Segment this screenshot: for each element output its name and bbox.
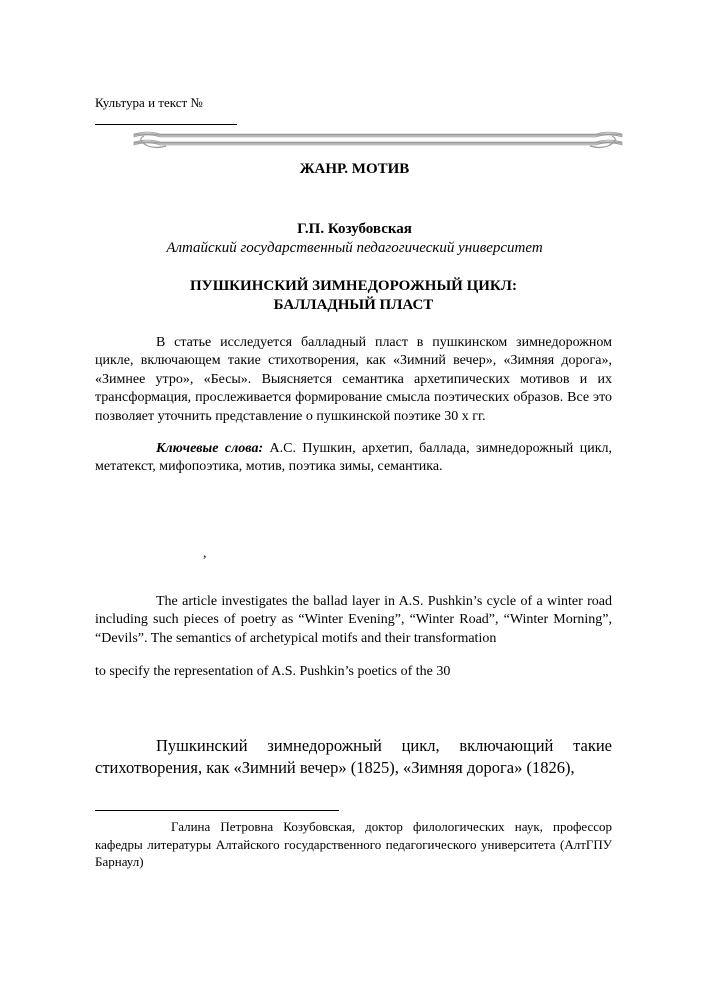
footnote (95, 818, 612, 871)
abstract-english-text: The article investigates the ballad layer in A.S. Pushkin’s cycle of a winter road including such pieces of poetry as “Winter Evening”, “Winter Road”, “Winter Morning”, “Devils”. The semantics of archetypical motifs and their transformation (95, 594, 612, 646)
footnote-text: Галина Петровна Козубовская, доктор филологических наук, профессор кафедры литературы Алтайского государственного педагогического университета (АлтГПУ Барнаул) (95, 819, 612, 869)
article-title (95, 277, 612, 315)
keywords (95, 440, 612, 477)
stray-comma: , (203, 546, 207, 561)
abstract-russian (95, 334, 612, 426)
abstract-english-last-line: to specify the representation of A.S. Pushkin’s poetics of the 30 (95, 664, 451, 679)
abstract-russian-text: В статье исследуется балладный пласт в пушкинском зимнедорожном цикле, включающем такие стихотворения, как «Зимний вечер», «Зимняя дорога», «Зимнее утро», «Бесы». Выясняется семантика архетипических мотивов и их трансформация, прослеживается формирование смысла поэтических образов. Все это позволяет уточнить представление о пушкинской поэтике 30 х гг. (95, 335, 612, 424)
article-title-line-1: ПУШКИНСКИЙ ЗИМНЕДОРОЖНЫЙ ЦИКЛ: (190, 278, 517, 294)
author-affiliation: Алтайский государственный педагогический университет (166, 240, 543, 256)
section-title: ЖАНР. МОТИВ (299, 161, 410, 177)
body-paragraph (95, 735, 612, 779)
article-title-line-2: БАЛЛАДНЫЙ ПЛАСТ (273, 297, 434, 313)
abstract-english (95, 593, 612, 648)
footnote-rule (95, 810, 339, 811)
keywords-text: А.С. Пушкин, архетип, баллада, зимнедорожный цикл, метатекст, мифопоэтика, мотив, поэтика зимы, семантика. (95, 441, 612, 475)
header-rule (95, 124, 237, 125)
author-name: Г.П. Козубовская (297, 221, 412, 237)
journal-header: Культура и текст № (95, 95, 203, 110)
body-paragraph-text: Пушкинский зимнедорожный цикл, включающий такие стихотворения, как «Зимний вечер» (1825), «Зимняя дорога» (1826), (95, 736, 612, 777)
keywords-label: Ключевые слова: (156, 441, 264, 456)
ornament-divider (130, 128, 626, 152)
